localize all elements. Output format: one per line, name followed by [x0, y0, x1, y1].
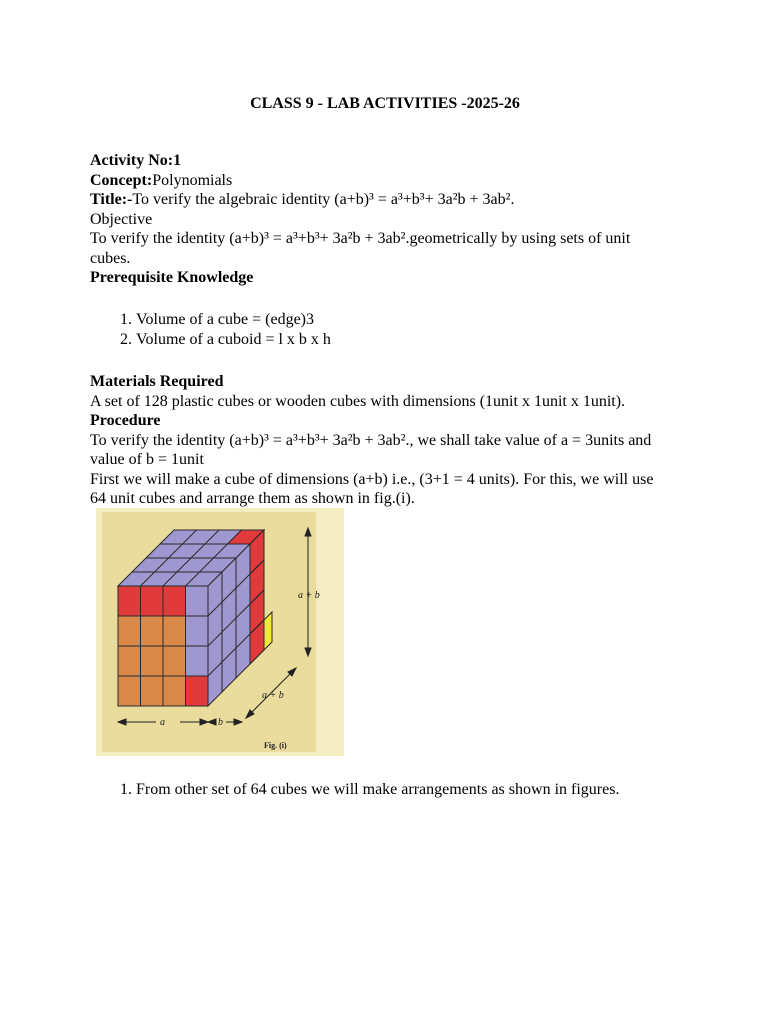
label-depth: a + b	[262, 690, 284, 701]
label-height: a + b	[298, 590, 320, 601]
materials-text: A set of 128 plastic cubes or wooden cubes with dimensions (1unit x 1unit x 1unit).	[90, 392, 626, 410]
label-b: b	[218, 717, 223, 728]
cube-figure	[96, 508, 344, 756]
activity-section	[90, 151, 670, 288]
label-a: a	[160, 717, 165, 728]
concept-line	[90, 171, 670, 191]
objective-text: To verify the identity (a+b)³ = a³+b³+ 3a²b + 3ab².geometrically by using sets of unit cubes.	[90, 230, 631, 267]
materials-procedure-section	[90, 372, 670, 509]
prerequisite-list-block	[90, 310, 670, 349]
list-item: 2. Volume of a cuboid = l x b x h	[136, 330, 670, 350]
procedure-heading: Procedure	[90, 412, 161, 429]
title-line	[90, 190, 670, 210]
figure-caption: Fig. (i)	[264, 741, 287, 750]
list-item: 1. From other set of 64 cubes we will make arrangements as shown in figures.	[136, 780, 670, 800]
list-item: 1. Volume of a cube = (edge)3	[136, 310, 670, 330]
activity-number: Activity No:1	[90, 152, 182, 169]
concept-label: Concept:	[90, 171, 153, 189]
procedure-steps	[90, 780, 670, 800]
prerequisite-heading: Prerequisite Knowledge	[90, 269, 254, 286]
concept-value: Polynomials	[152, 171, 233, 189]
title-label: Title:-	[90, 191, 133, 208]
objective-heading: Objective	[90, 210, 153, 228]
materials-heading: Materials Required	[90, 373, 224, 390]
procedure-steps-block	[90, 780, 670, 800]
procedure-para-2: First we will make a cube of dimensions (a+b) i.e., (3+1 = 4 units). For this, we will use 64 unit cubes and arrange them as shown in fig.(i).	[90, 470, 654, 507]
title-value: To verify the algebraic identity (a+b)³ = a³+b³+ 3a²b + 3ab².	[132, 191, 515, 208]
document-title: CLASS 9 - LAB ACTIVITIES -2025-26	[250, 95, 520, 112]
cube-illustration	[96, 508, 344, 756]
procedure-para-1: To verify the identity (a+b)³ = a³+b³+ 3a²b + 3ab²., we shall take value of a = 3units and value of b = 1unit	[90, 431, 652, 468]
prerequisite-list	[90, 310, 670, 349]
